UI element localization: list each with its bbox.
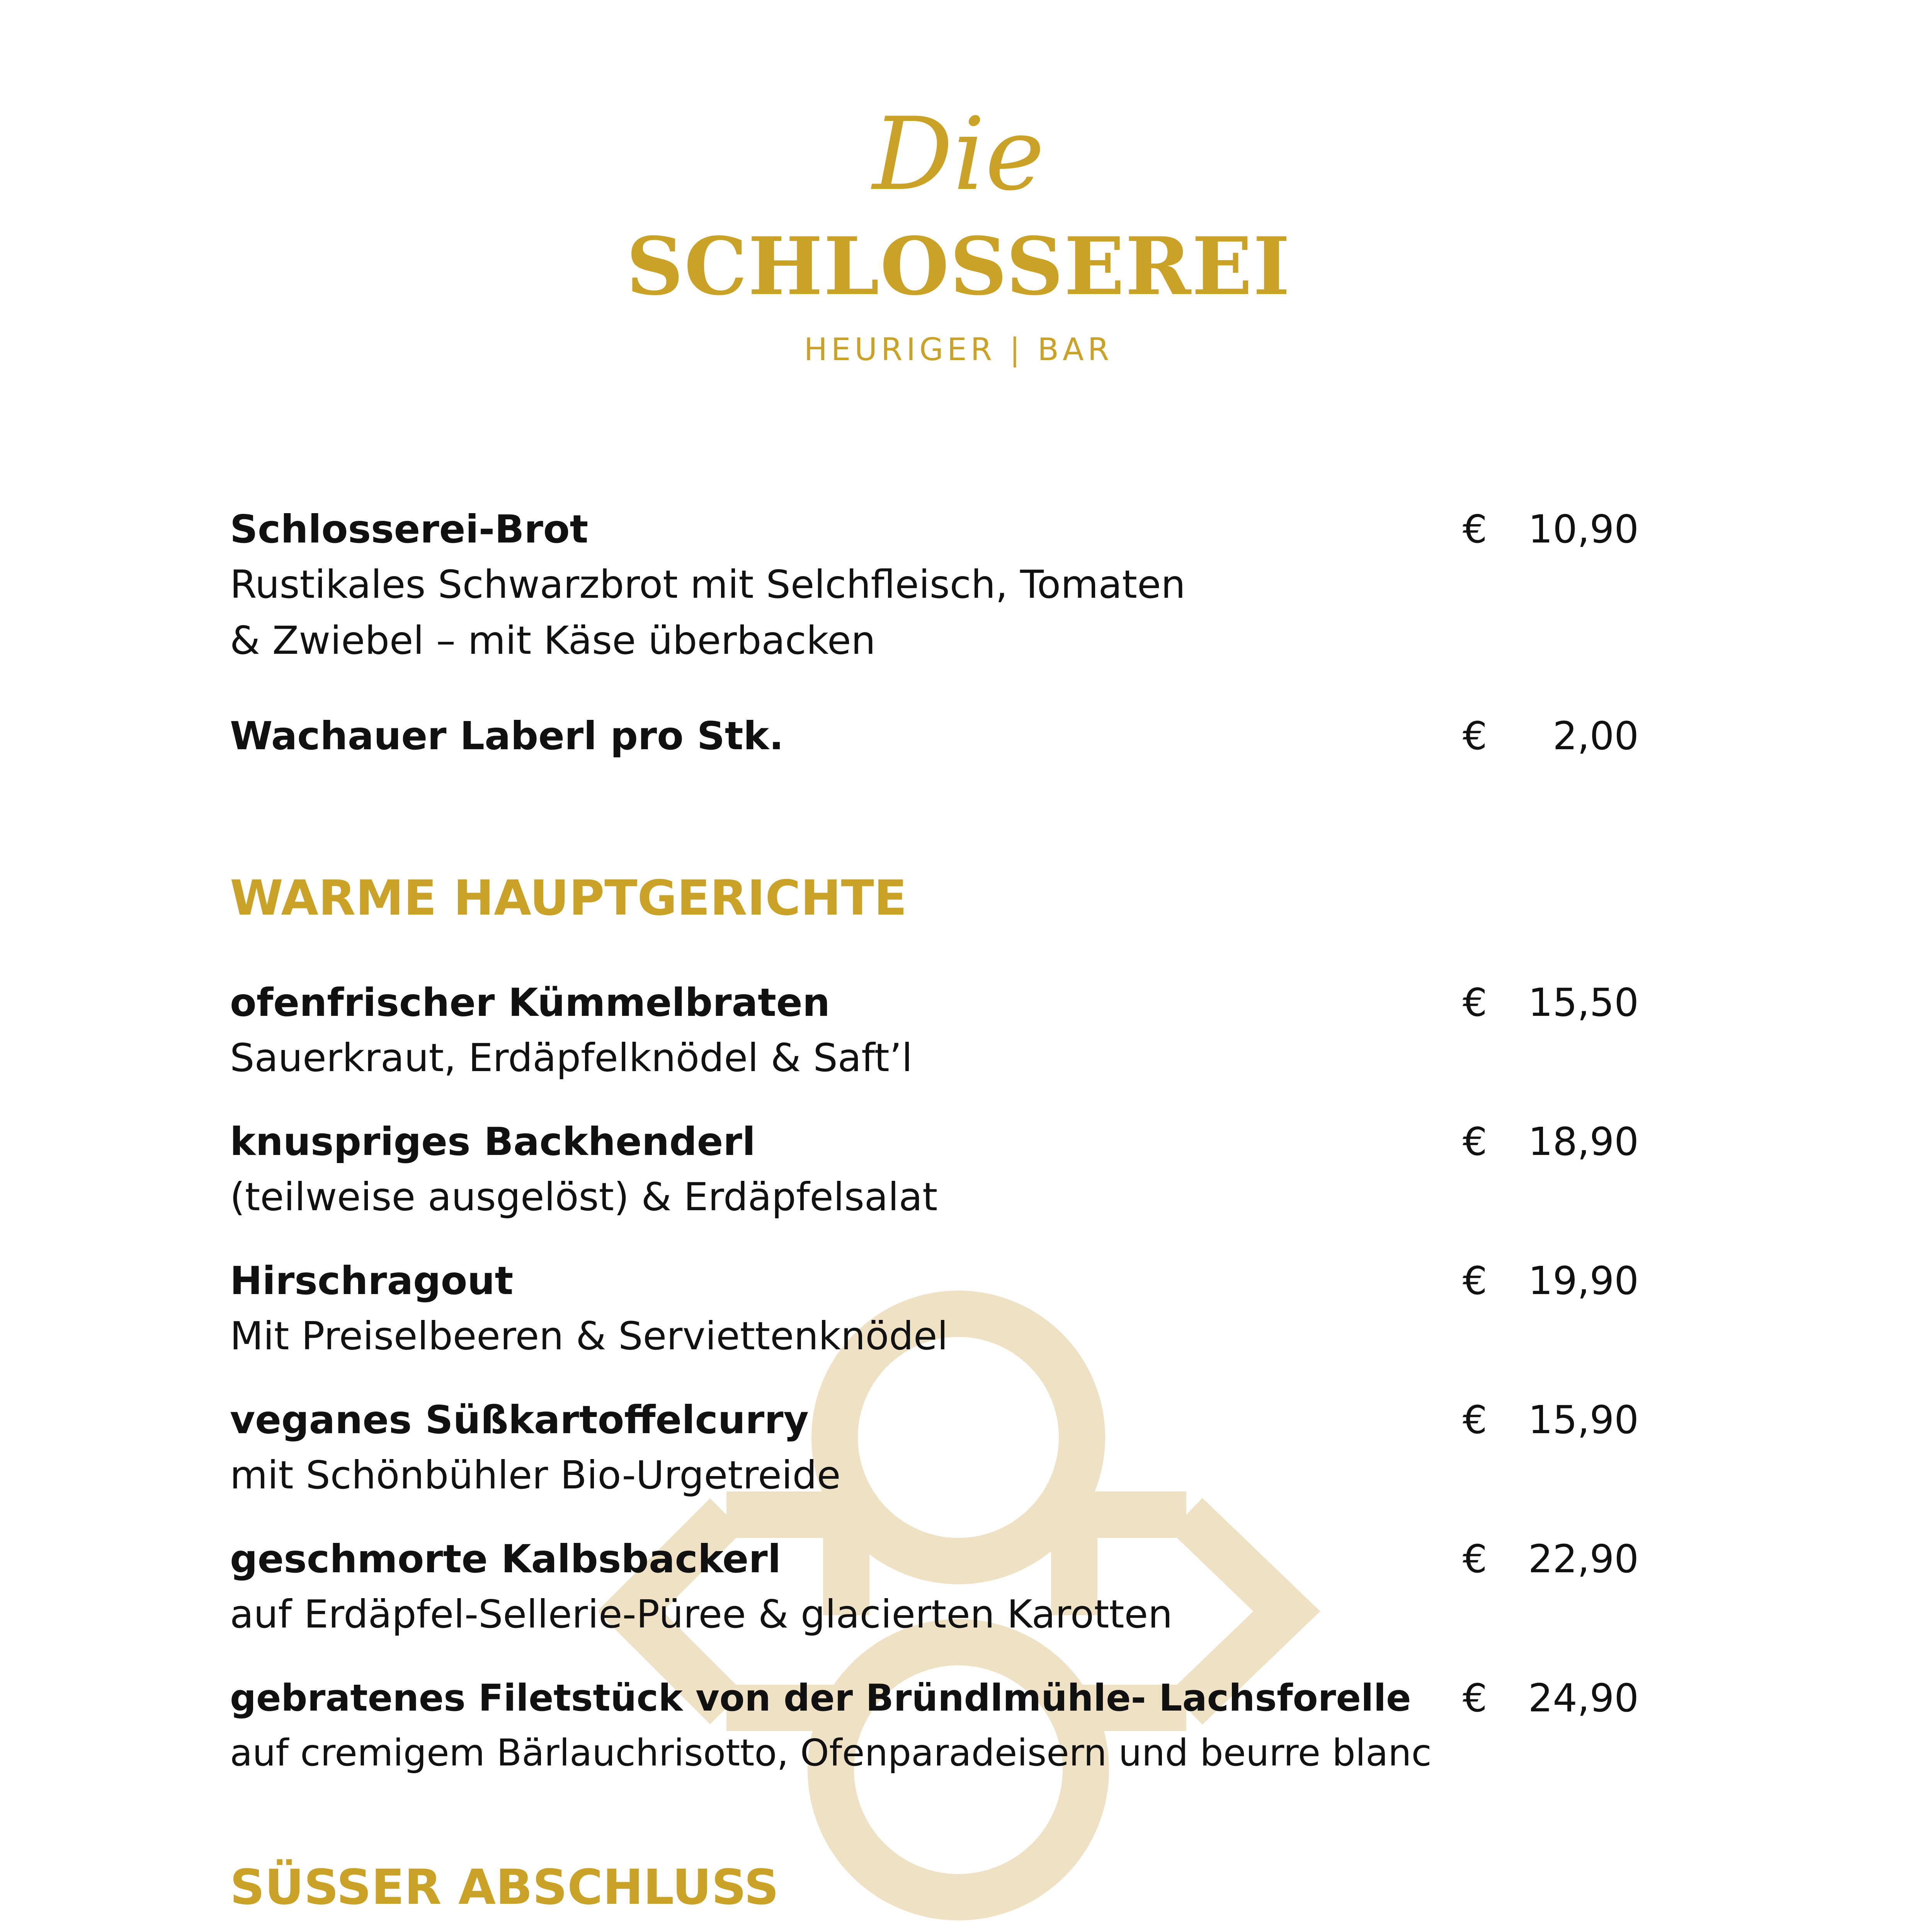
item-description: Sauerkraut, Erdäpfelknödel & Saft’l <box>230 1035 913 1080</box>
item-name: veganes Süßkartoffelcurry <box>230 1397 809 1442</box>
item-description: auf cremigem Bärlauchrisotto, Ofenparadeisern und beurre blanc <box>230 1732 1432 1774</box>
section-title: SÜSSER ABSCHLUSS <box>230 1859 779 1915</box>
item-price: 2,00 <box>1553 713 1639 759</box>
currency-symbol: € <box>1463 1119 1487 1164</box>
section-title: WARME HAUPTGERICHTE <box>230 870 907 926</box>
currency-symbol: € <box>1463 1536 1487 1582</box>
logo <box>0 0 1917 386</box>
item-name: Schlosserei-Brot <box>230 507 589 552</box>
item-price: 15,90 <box>1528 1397 1639 1442</box>
item-name: geschmorte Kalbsbackerl <box>230 1536 781 1582</box>
logo-script-word: Die <box>872 96 1045 213</box>
currency-symbol: € <box>1463 980 1487 1025</box>
item-name: Hirschragout <box>230 1258 514 1303</box>
menu-item <box>230 502 1737 668</box>
item-description: mit Schönbühler Bio-Urgetreide <box>230 1452 841 1498</box>
item-description: Rustikales Schwarzbrot mit Selchfleisch, Tomaten <box>230 562 1186 607</box>
item-price: 18,90 <box>1528 1119 1639 1164</box>
menu-item <box>230 1115 1737 1225</box>
logo-tagline: HEURIGER | BAR <box>804 332 1113 367</box>
menu-item <box>230 1671 1737 1781</box>
item-description: Mit Preiselbeeren & Serviettenknödel <box>230 1313 948 1359</box>
item-price: 19,90 <box>1528 1258 1639 1303</box>
item-price: 22,90 <box>1528 1536 1639 1582</box>
item-description: & Zwiebel – mit Käse überbacken <box>230 618 876 663</box>
item-price: 15,50 <box>1528 980 1639 1025</box>
menu-item <box>230 1254 1737 1364</box>
menu-item <box>230 976 1737 1086</box>
item-price: 24,90 <box>1528 1675 1639 1721</box>
item-name: Wachauer Laberl pro Stk. <box>230 713 784 759</box>
menu-item <box>230 709 1737 763</box>
menu-item <box>230 1532 1737 1642</box>
currency-symbol: € <box>1463 713 1487 759</box>
currency-symbol: € <box>1463 507 1487 552</box>
currency-symbol: € <box>1463 1397 1487 1442</box>
item-description: (teilweise ausgelöst) & Erdäpfelsalat <box>230 1174 938 1219</box>
item-price: 10,90 <box>1528 507 1639 552</box>
logo-name: SCHLOSSEREI <box>626 220 1291 313</box>
item-name: ofenfrischer Kümmelbraten <box>230 980 830 1025</box>
currency-symbol: € <box>1463 1258 1487 1303</box>
item-description: auf Erdäpfel-Sellerie-Püree & glacierten Karotten <box>230 1592 1173 1637</box>
item-name: knuspriges Backhenderl <box>230 1119 756 1164</box>
item-name: gebratenes Filetstück von der Bründlmühle- Lachsforelle <box>230 1677 1411 1719</box>
currency-symbol: € <box>1463 1675 1487 1721</box>
menu-item <box>230 1393 1737 1503</box>
